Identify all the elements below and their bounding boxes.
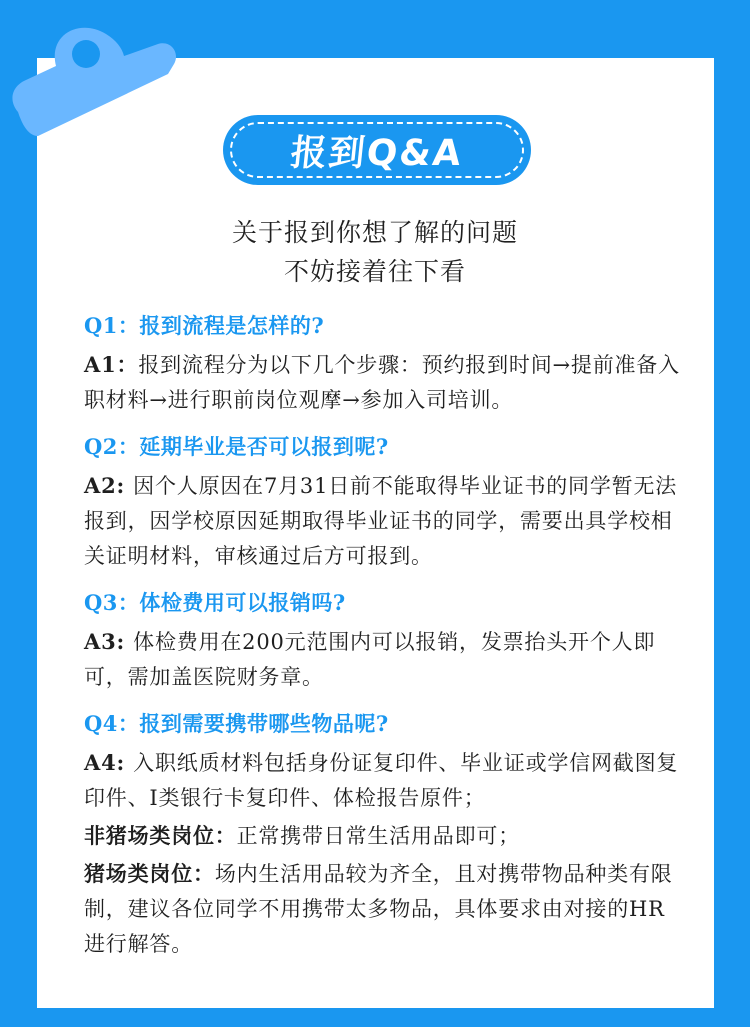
paper-clip-icon xyxy=(8,4,178,144)
answer-text: 体检费用在200元范围内可以报销，发票抬头开个人即可，需加盖医院财务章。 xyxy=(84,630,656,689)
answer-4-pig-farm xyxy=(84,856,684,962)
answer-label: A1： xyxy=(84,352,139,377)
page-title: 报到Q&A xyxy=(288,132,465,174)
subtitle-line-2: 不妨接着往下看 xyxy=(283,257,466,286)
answer-text: 场内生活用品较为齐全，且对携带物品种类有限制，建议各位同学不用携带太多物品，具体要求由对接的HR进行解答。 xyxy=(84,862,673,956)
question-1: Q1：报到流程是怎样的? xyxy=(84,313,325,338)
answer-text: 因个人原因在7月31日前不能取得毕业证书的同学暂无法报到，因学校原因延期取得毕业证书的同学，需要出具学校相关证明材料，审核通过后方可报到。 xyxy=(84,474,678,568)
answer-label: A4: xyxy=(84,750,134,775)
question-4: Q4：报到需要携带哪些物品呢? xyxy=(84,711,389,736)
question-3: Q3：体检费用可以报销吗? xyxy=(84,590,346,615)
answer-label: A2: xyxy=(84,473,134,498)
answer-text: 入职纸质材料包括身份证复印件、毕业证或学信网截图复印件、Ⅰ类银行卡复印件、体检报告原件； xyxy=(84,751,679,810)
answer-label: 非猪场类岗位： xyxy=(84,823,237,848)
answer-1 xyxy=(84,347,684,418)
subtitle-line-1: 关于报到你想了解的问题 xyxy=(231,218,518,247)
answer-4 xyxy=(84,745,684,816)
answer-text: 正常携带日常生活用品即可； xyxy=(236,824,521,848)
title-badge xyxy=(223,115,531,185)
question-2: Q2：延期毕业是否可以报到呢? xyxy=(84,434,389,459)
qa-list xyxy=(84,310,684,962)
answer-text: 报到流程分为以下几个步骤：预约报到时间→提前准备入职材料→进行职前岗位观摩→参加入司培训。 xyxy=(84,353,680,412)
answer-2 xyxy=(84,468,684,574)
answer-label: A3: xyxy=(84,629,134,654)
answer-label: 猪场类岗位： xyxy=(84,861,215,886)
answer-3 xyxy=(84,624,684,695)
answer-4-non-pig-farm xyxy=(84,818,684,854)
